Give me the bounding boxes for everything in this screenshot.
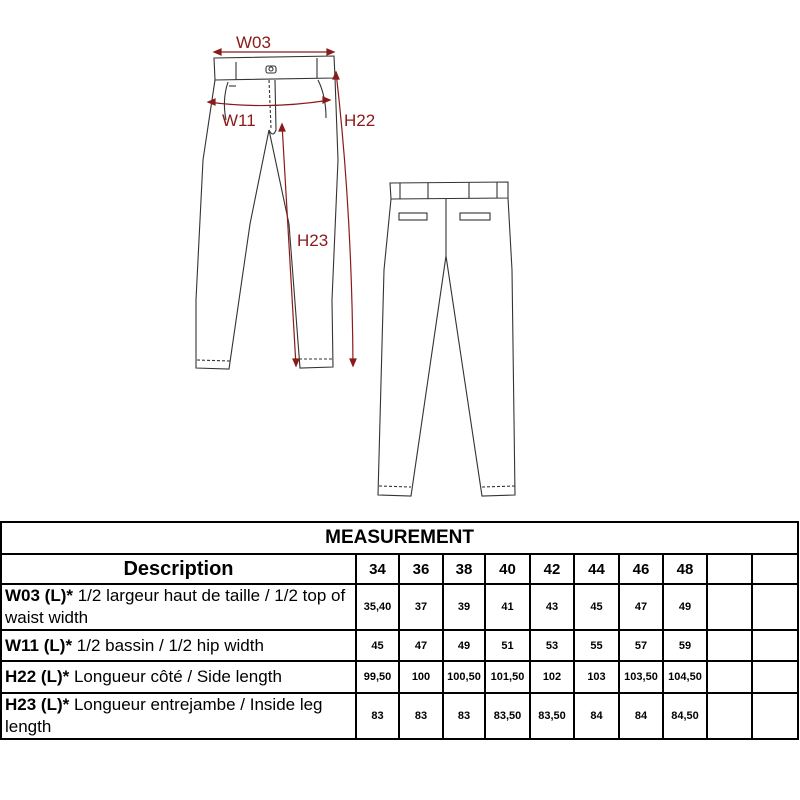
table-row-h23 xyxy=(1,693,798,739)
table-cell-empty xyxy=(707,584,752,630)
table-cell: 84,50 xyxy=(663,693,707,739)
table-row-w03 xyxy=(1,584,798,630)
measurement-table-container xyxy=(0,521,799,740)
size-header: 40 xyxy=(485,554,530,584)
table-cell: 49 xyxy=(663,584,707,630)
row-code: W03 (L)* xyxy=(5,586,73,605)
size-header: 48 xyxy=(663,554,707,584)
table-cell: 100,50 xyxy=(443,661,485,693)
table-cell: 104,50 xyxy=(663,661,707,693)
table-cell-empty xyxy=(752,630,798,661)
label-w11: W11 xyxy=(222,111,256,130)
table-cell: 49 xyxy=(443,630,485,661)
table-cell: 35,40 xyxy=(356,584,399,630)
label-w03: W03 xyxy=(236,33,271,52)
table-cell: 100 xyxy=(399,661,443,693)
table-cell: 45 xyxy=(574,584,619,630)
table-header-row xyxy=(1,554,798,584)
table-cell: 84 xyxy=(574,693,619,739)
table-cell-empty xyxy=(752,693,798,739)
table-cell: 83,50 xyxy=(485,693,530,739)
table-cell-empty xyxy=(707,661,752,693)
row-text: 1/2 bassin / 1/2 hip width xyxy=(72,635,264,655)
size-header: 34 xyxy=(356,554,399,584)
table-cell-empty xyxy=(707,630,752,661)
table-cell: 83 xyxy=(399,693,443,739)
size-header-empty xyxy=(707,554,752,584)
row-description xyxy=(1,584,356,630)
table-cell-empty xyxy=(707,693,752,739)
table-cell: 39 xyxy=(443,584,485,630)
table-row-h22 xyxy=(1,661,798,693)
measurement-table xyxy=(0,521,799,740)
table-cell: 103,50 xyxy=(619,661,663,693)
table-cell: 99,50 xyxy=(356,661,399,693)
table-row-w11 xyxy=(1,630,798,661)
table-cell: 55 xyxy=(574,630,619,661)
measure-lines xyxy=(208,49,356,366)
row-text: Longueur côté / Side length xyxy=(69,667,282,686)
label-h22: H22 xyxy=(344,111,376,130)
size-header-empty xyxy=(752,554,798,584)
table-cell: 84 xyxy=(619,693,663,739)
table-cell: 103 xyxy=(574,661,619,693)
table-cell: 47 xyxy=(399,630,443,661)
size-header: 36 xyxy=(399,554,443,584)
table-cell: 45 xyxy=(356,630,399,661)
row-description xyxy=(1,693,356,739)
table-cell: 83 xyxy=(356,693,399,739)
row-text: Longueur entrejambe / Inside leg length xyxy=(5,695,323,736)
row-code: W11 (L)* xyxy=(5,635,73,655)
table-cell-empty xyxy=(752,584,798,630)
table-cell: 57 xyxy=(619,630,663,661)
back-view-pants xyxy=(378,182,515,496)
label-h23: H23 xyxy=(297,231,329,250)
size-header: 38 xyxy=(443,554,485,584)
size-header: 46 xyxy=(619,554,663,584)
table-title: MEASUREMENT xyxy=(1,522,798,554)
table-cell: 83 xyxy=(443,693,485,739)
table-cell: 43 xyxy=(530,584,574,630)
row-description xyxy=(1,630,356,661)
description-header: Description xyxy=(1,554,356,584)
table-cell: 83,50 xyxy=(530,693,574,739)
row-code: H23 (L)* xyxy=(5,695,70,714)
row-description xyxy=(1,661,356,693)
table-cell: 37 xyxy=(399,584,443,630)
table-cell: 47 xyxy=(619,584,663,630)
row-text: 1/2 largeur haut de taille / 1/2 top of waist width xyxy=(5,586,346,627)
size-header: 42 xyxy=(530,554,574,584)
table-cell: 102 xyxy=(530,661,574,693)
table-cell: 101,50 xyxy=(485,661,530,693)
table-cell: 59 xyxy=(663,630,707,661)
table-title-row xyxy=(1,522,798,554)
table-cell: 51 xyxy=(485,630,530,661)
table-cell-empty xyxy=(752,661,798,693)
size-header: 44 xyxy=(574,554,619,584)
table-cell: 53 xyxy=(530,630,574,661)
row-code: H22 (L)* xyxy=(5,667,70,686)
table-cell: 41 xyxy=(485,584,530,630)
